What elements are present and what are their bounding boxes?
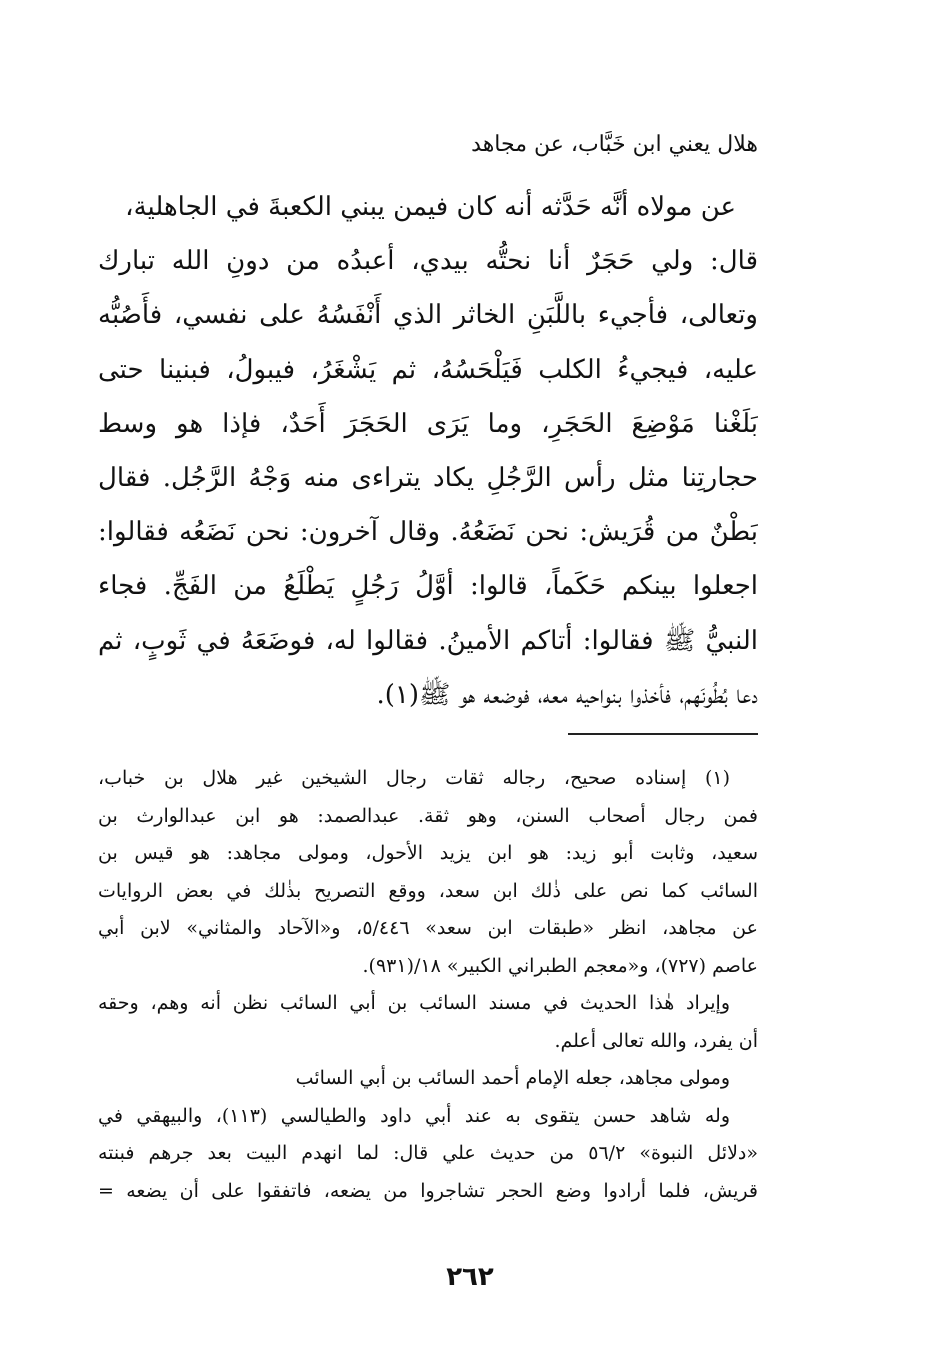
hadith-line: بَطْنٌ من قُرَيش: نحن نَضَعُهُ. وقال آخرون: نحن نَضَعُه فقالوا: [98, 517, 758, 548]
footnote-line: فمن رجال أصحاب السنن، وهو ثقة. عبدالصمد: هو ابن عبدالوارث بن [98, 804, 758, 827]
isnad-line: هلال يعني ابن خَبَّاب، عن مجاهد [471, 132, 758, 157]
footnotes [98, 760, 758, 1210]
footnote-line: وإيراد هٰذا الحديث في مسند السائب بن أبي السائب نظن أنه وهم، وحقه [98, 992, 730, 1014]
hadith-text [98, 180, 758, 722]
footnote-line: السائب كما نص على ذٰلك ابن سعد، ووقع التصريح بذٰلك في بعض الروايات [98, 879, 758, 902]
footnote-line: (١) إسناده صحيح، رجاله ثقات رجال الشيخين غير هلال بن خباب، [98, 767, 730, 789]
footnote-line: «دلائل النبوة» ٥٦/٢ من حديث علي قال: لما انهدم البيت بعد جرهم فبنته [98, 1142, 758, 1164]
footnote-line: عاصم (٧٢٧)، و«معجم الطبراني الكبير» ١٨/(٩٣١). [362, 954, 758, 977]
footnote-divider [568, 733, 758, 735]
hadith-line: عن مولاه أنَّه حَدَّثه أنه كان فيمن يبني الكعبةَ في الجاهلية، [125, 192, 736, 222]
footnote-line: أن يفرد، والله تعالى أعلم. [554, 1029, 758, 1052]
hadith-line: دعا بُطُونَهم، فأخذوا بنواحيه معه، فوضعه هو ﷺ(١). [376, 679, 758, 710]
hadith-line: بَلَغْنا مَوْضِعَ الحَجَرِ، وما يَرَى الحَجَرَ أَحَدٌ، فإذا هو وسط [98, 408, 758, 439]
page-number: ٢٦٢ [446, 1262, 494, 1292]
hadith-line: اجعلوا بينكم حَكَماً، قالوا: أوَّلُ رَجُلٍ يَطْلَعُ من الفَجِّ. فجاء [98, 571, 758, 602]
hadith-line: قال: ولي حَجَرٌ أنا نحتُّه بيدي، أعبدُه من دونِ الله تبارك [98, 246, 758, 277]
footnote-line: سعيد، وثابت أبو زيد: هو ابن يزيد الأحول، ومولى مجاهد: هو قيس بن [98, 842, 758, 864]
hadith-line: عليه، فيجيءُ الكلب فَيَلْحَسُهُ، ثم يَشْغَرُ، فيبولُ، فبنينا حتى [98, 354, 758, 385]
hadith-line: وتعالى، فأجيء باللَّبَنِ الخاثر الذي أَنْفَسُهُ على نفسي، فأَصُبُّه [98, 300, 758, 331]
footnote-line: ومولى مجاهد، جعله الإمام أحمد السائب بن أبي السائب [295, 1067, 730, 1089]
hadith-line: النبيُّ ﷺ فقالوا: أتاكم الأمينُ. فقالوا له، فوضَعَهُ في ثَوبٍ، ثم [98, 625, 758, 656]
footnote-line: وله شاهد حسن يتقوى به عند أبي داود والطيالسي (١١٣)، والبيهقي في [98, 1104, 730, 1127]
footnote-line: قريش، فلما أرادوا وضع الحجر تشاجروا من يضعه، فاتفقوا على أن يضعه = [98, 1179, 758, 1202]
hadith-line: حجارتِنا مثل رأس الرَّجُلِ يكاد يتراءى منه وَجْهُ الرَّجُل. فقال [98, 462, 758, 493]
footnote-line: عن مجاهد، انظر «طبقات ابن سعد» ٥/٤٤٦، و«الآحاد والمثاني» لابن أبي [98, 917, 758, 939]
